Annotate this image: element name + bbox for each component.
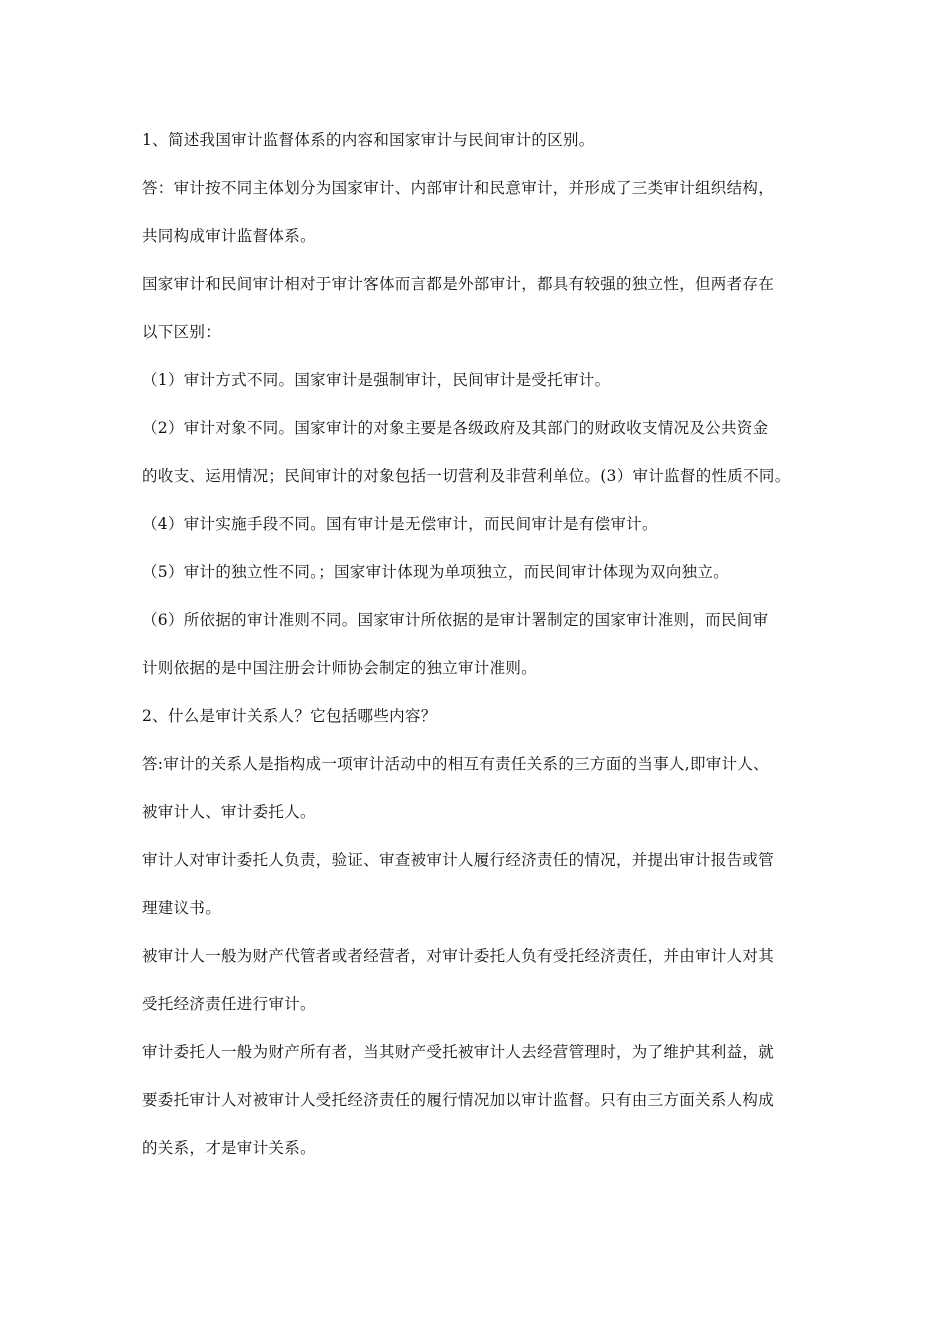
difference-item-4: （4）审计实施手段不同。国有审计是无偿审计，而民间审计是有偿审计。 <box>142 515 658 533</box>
answer-2-text: 答:审计的关系人是指构成一项审计活动中的相互有责任关系的三方面的当事人,即审计人、 <box>142 755 769 773</box>
answer-1-text: 共同构成审计监督体系。 <box>142 227 316 245</box>
difference-item-6: （6）所依据的审计准则不同。国家审计所依据的是审计署制定的国家审计准则，而民间审 <box>142 611 769 629</box>
answer-2-text: 被审计人、审计委托人。 <box>142 803 316 821</box>
answer-1-text: 国家审计和民间审计相对于审计客体而言都是外部审计，都具有较强的独立性，但两者存在 <box>142 275 775 293</box>
auditor-paragraph: 理建议书。 <box>142 899 222 917</box>
question-2-heading: 2、什么是审计关系人？它包括哪些内容？ <box>142 707 437 725</box>
document-body <box>142 123 814 1179</box>
difference-item-6: 计则依据的是中国注册会计师协会制定的独立审计准则。 <box>142 659 538 677</box>
auditee-paragraph: 受托经济责任进行审计。 <box>142 995 316 1013</box>
audit-client-paragraph: 要委托审计人对被审计人受托经济责任的履行情况加以审计监督。只有由三方面关系人构成 <box>142 1091 775 1109</box>
difference-item-2: 的收支、运用情况；民间审计的对象包括一切营利及非营利单位。(3）审计监督的性质不同。 <box>142 467 791 485</box>
difference-item-2: （2）审计对象不同。国家审计的对象主要是各级政府及其部门的财政收支情况及公共资金 <box>142 419 769 437</box>
audit-client-paragraph: 的关系，才是审计关系。 <box>142 1139 316 1157</box>
difference-item-1: （1）审计方式不同。国家审计是强制审计，民间审计是受托审计。 <box>142 371 611 389</box>
auditee-paragraph: 被审计人一般为财产代管者或者经营者，对审计委托人负有受托经济责任，并由审计人对其 <box>142 947 775 965</box>
answer-1-text: 答：审计按不同主体划分为国家审计、内部审计和民意审计，并形成了三类审计组织结构， <box>142 179 775 197</box>
answer-1-text: 以下区别： <box>142 323 222 341</box>
question-1-heading: 1、简述我国审计监督体系的内容和国家审计与民间审计的区别。 <box>142 131 595 149</box>
audit-client-paragraph: 审计委托人一般为财产所有者，当其财产受托被审计人去经营管理时，为了维护其利益，就 <box>142 1043 775 1061</box>
auditor-paragraph: 审计人对审计委托人负责，验证、审查被审计人履行经济责任的情况，并提出审计报告或管 <box>142 851 775 869</box>
difference-item-5: （5）审计的独立性不同。；国家审计体现为单项独立，而民间审计体现为双向独立。 <box>142 563 730 581</box>
